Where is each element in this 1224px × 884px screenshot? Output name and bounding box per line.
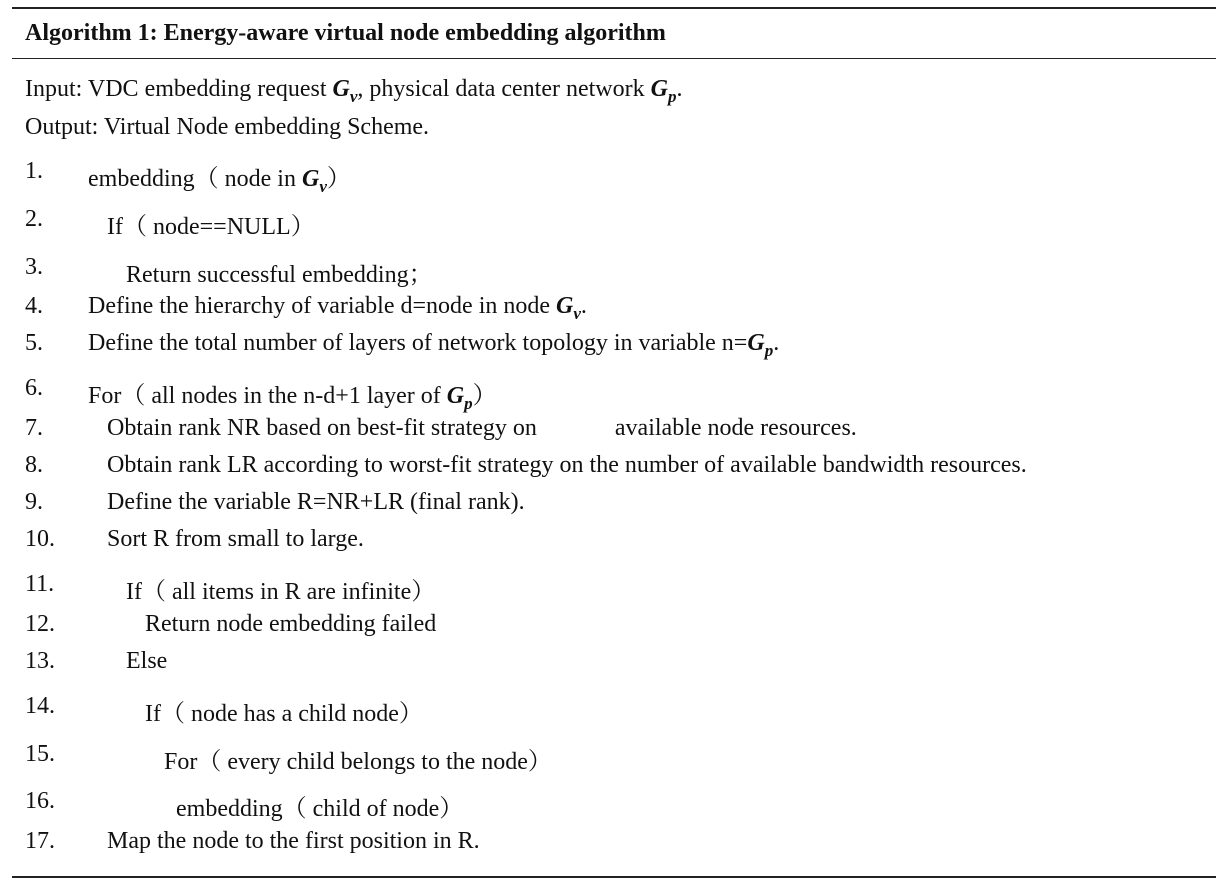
line-number: 13. [25,648,55,674]
subscript: p [464,394,473,413]
line-text: embedding（ node in $G_v$） [88,166,351,196]
line-number: 9. [25,489,43,515]
subscript: v [573,304,581,323]
top-rule [12,7,1216,9]
line-text: Else [126,648,168,674]
line-number: 1. [25,158,43,184]
line-number: 15. [25,741,55,767]
line-number: 11. [25,571,55,597]
line-number: 10. [25,526,55,552]
input-text: Input: VDC embedding request [25,76,333,102]
algorithm-line [0,158,1224,194]
algorithm-line [0,741,1224,777]
line-text: If（ node==NULL） [107,214,315,240]
line-number: 5. [25,330,43,356]
line-text: If（ all items in R are infinite） [126,579,436,605]
line-text: Map the node to the first position in R. [107,828,480,854]
symbol-g: G [446,383,465,409]
algorithm-line [0,828,1224,864]
algorithm-line [0,415,1224,451]
title-rule [12,58,1216,59]
line-number: 16. [25,788,55,814]
algorithm-line [0,648,1224,684]
line-text: Sort R from small to large. [107,526,364,552]
line-text: Define the variable R=NR+LR (final rank). [107,489,525,515]
input-text-end: . [676,76,683,102]
line-number: 12. [25,611,55,637]
line-text: For（ every child belongs to the node） [164,749,552,775]
algorithm-line [0,611,1224,647]
input-symbol-gp: G [650,76,668,102]
line-text: Define the total number of layers of network topology in variable $n=G_p$. [88,330,780,360]
line-number: 17. [25,828,55,854]
line-number: 2. [25,206,43,232]
algorithm-line [0,788,1224,824]
line-number: 8. [25,452,43,478]
line-number: 14. [25,693,55,719]
algorithm-line [0,293,1224,329]
line-text: Return successful embedding； [126,262,433,288]
algorithm-line [0,489,1224,525]
line-text: Obtain rank NR based on best-fit strategy on available node resources. [107,415,857,441]
line-text: Obtain rank LR according to worst-fit strategy on the number of available bandwidth resources. [107,452,1027,478]
line-text: embedding（ child of node） [176,796,464,822]
line-text: For（ all nodes in the n-d+1 layer of $G_p$） [88,383,497,413]
algorithm-line [0,571,1224,607]
algorithm-title: Algorithm 1: Energy-aware virtual node embedding algorithm [25,20,666,46]
line-number: 7. [25,415,43,441]
algorithm-line [0,254,1224,290]
algorithm-line [0,206,1224,242]
algorithm-line [0,452,1224,488]
line-number: 3. [25,254,43,280]
input-line [25,76,683,106]
symbol-g: G [747,330,765,356]
symbol-g: G [556,293,574,319]
algorithm-line [0,693,1224,729]
input-text-middle: , physical data center network [357,76,651,102]
algorithm-line [0,526,1224,562]
symbol-g: G [301,166,320,192]
algorithm-line [0,375,1224,411]
subscript: v [319,177,327,196]
input-subscript-v: v [349,87,358,106]
input-symbol-gv: G [332,76,350,102]
line-text: Define the hierarchy of variable d=node in node $G_v$. [88,293,587,323]
line-text: If（ node has a child node） [145,701,423,727]
bottom-rule [12,876,1216,878]
algorithm-line [0,330,1224,366]
output-line: Output: Virtual Node embedding Scheme. [25,114,430,140]
subscript: p [764,341,774,360]
line-number: 4. [25,293,43,319]
line-text: Return node embedding failed [145,611,437,637]
input-subscript-p: p [667,87,677,106]
line-number: 6. [25,375,43,401]
